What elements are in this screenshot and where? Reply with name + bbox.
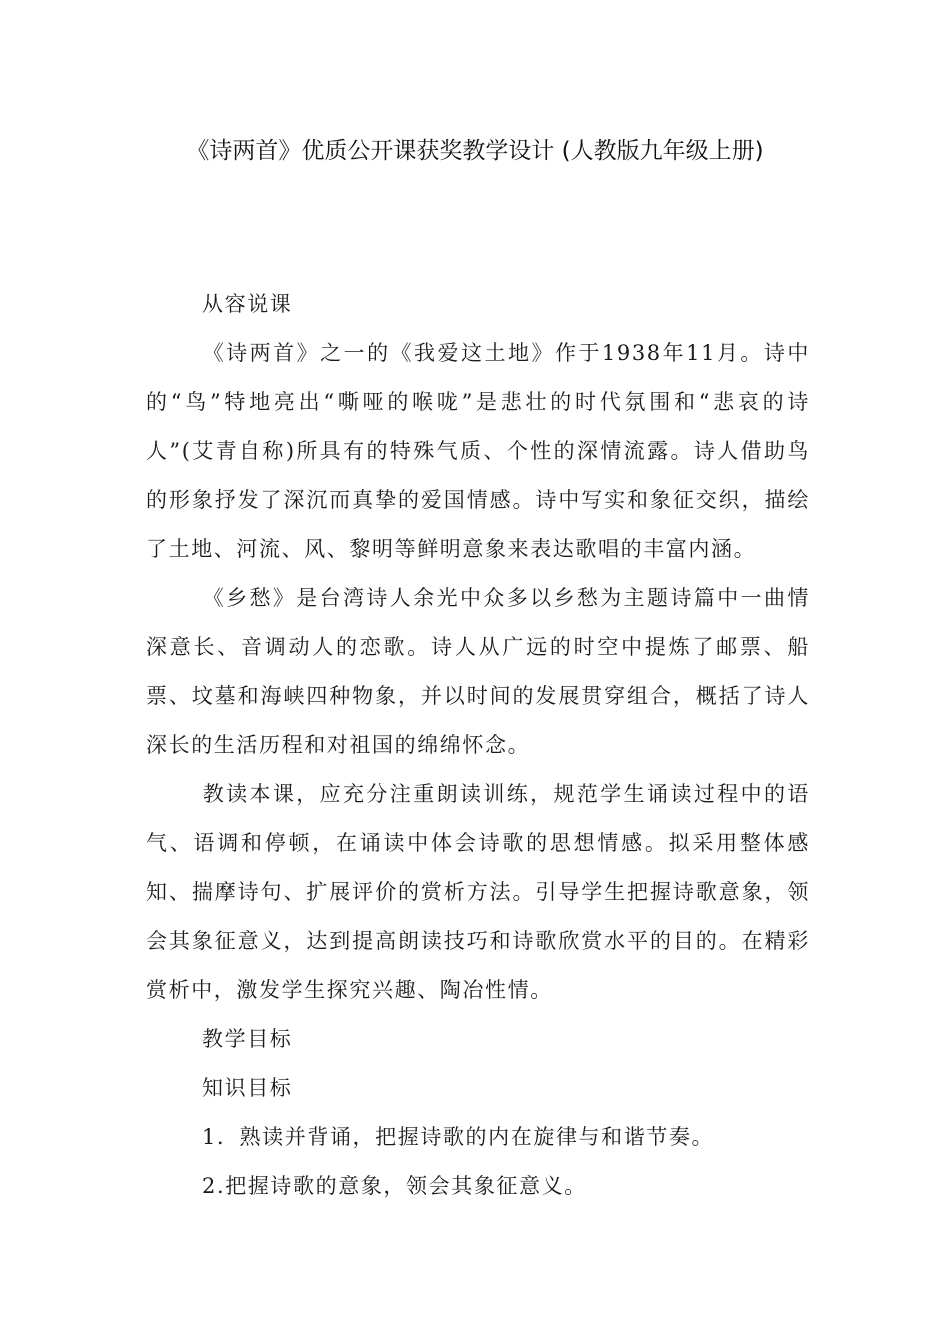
goal-item-1: 1．熟读并背诵，把握诗歌的内在旋律与和谐节奏。 xyxy=(202,1125,715,1149)
goal-item-2: 2.把握诗歌的意象，领会其象征意义。 xyxy=(202,1174,587,1198)
document-title: 《诗两首》优质公开课获奖教学设计 (人教版九年级上册) xyxy=(186,138,764,164)
paragraph-teaching-approach: 教读本课，应充分注重朗读训练，规范学生诵读过程中的语气、语调和停顿，在诵读中体会诗歌的思想情感。拟采用整体感知、揣摩诗句、扩展评价的赏析方法。引导学生把握诗歌意象，领会其象征意义，达到提高朗读技巧和诗歌欣赏水平的目的。在精彩赏析中，激发学生探究兴趣、陶冶性情。 xyxy=(146,782,810,1002)
section-heading-knowledge: 知识目标 xyxy=(202,1076,293,1100)
paragraph-poem-two: 《乡愁》是台湾诗人余光中众多以乡愁为主题诗篇中一曲情深意长、音调动人的恋歌。诗人从广远的时空中提炼了邮票、船票、坟墓和海峡四种物象，并以时间的发展贯穿组合，概括了诗人深长的生活历程和对祖国的绵绵怀念。 xyxy=(146,586,810,757)
section-heading-goals: 教学目标 xyxy=(202,1027,293,1051)
section-heading-intro: 从容说课 xyxy=(202,292,293,316)
document-body xyxy=(146,280,810,1211)
paragraph-poem-one: 《诗两首》之一的《我爱这土地》作于1938年11月。诗中的“鸟”特地亮出“嘶哑的喉咙”是悲壮的时代氛围和“悲哀的诗人”(艾青自称)所具有的特殊气质、个性的深情流露。诗人借助鸟的形象抒发了深沉而真挚的爱国情感。诗中写实和象征交织，描绘了土地、河流、风、黎明等鲜明意象来表达歌唱的丰富内涵。 xyxy=(146,341,810,561)
